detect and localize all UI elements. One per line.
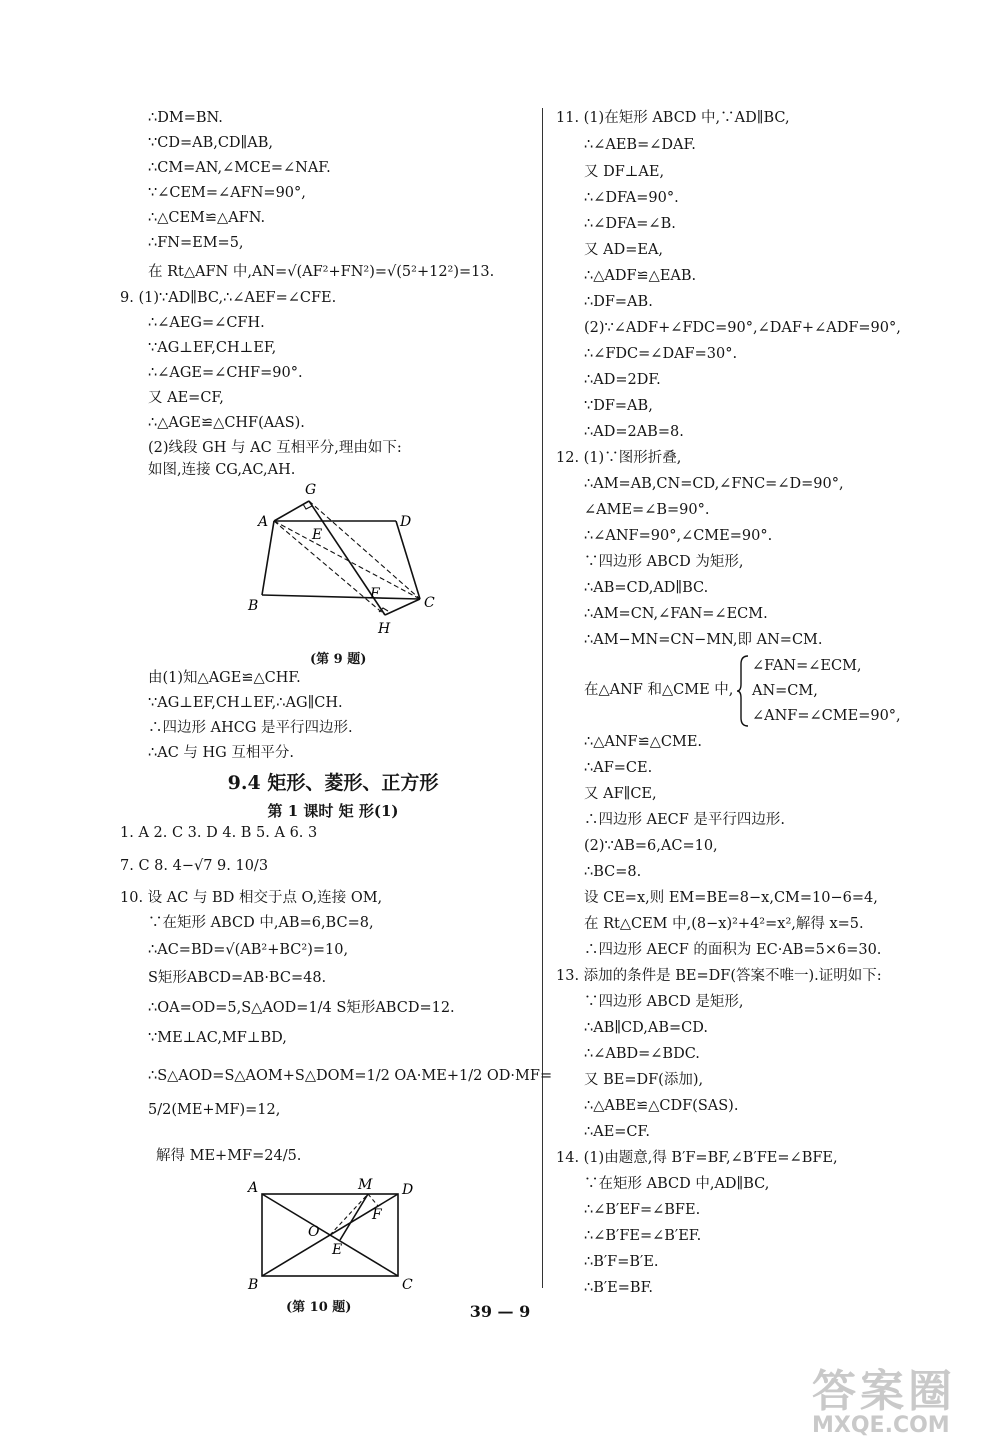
text-line: ∴四边形 AHCG 是平行四边形. [148,720,353,736]
fig9-label: D [400,514,412,530]
text-line: 又 BE=DF(添加), [584,1072,704,1088]
fig10-label: F [372,1207,382,1223]
watermark-logo [812,1355,956,1438]
text-line: ∴∠DFA=∠B. [584,216,676,232]
text-line: ∴AC 与 HG 互相平分. [148,745,294,761]
text-line: ∠AME=∠B=90°. [584,502,710,518]
fig9-label: E [312,527,323,543]
text-line: ∴∠B′FE=∠B′EF. [584,1228,702,1244]
text-line: ∴△AGE≌△CHF(AAS). [148,415,305,431]
text-line: ∵四边形 ABCD 是矩形, [584,994,744,1010]
text-line: 又 AD=EA, [584,242,664,258]
text-line: ∴∠DFA=90°. [584,190,679,206]
text-line: ∴FN=EM=5, [148,235,244,251]
fig9-edge-ag [274,501,309,521]
fig9-edge-hc [385,599,420,615]
text-line: ∴四边形 AECF 是平行四边形. [584,812,786,828]
watermark-url: MXQE.COM [812,1413,950,1438]
question-10: 10. 设 AC 与 BD 相交于点 O,连接 OM, [120,890,383,906]
text-line: ∴AD=2DF. [584,372,661,388]
brace-icon [736,654,750,728]
figure-9-caption: (第 9 题) [310,652,367,667]
column-divider [542,108,543,1288]
text-line: 又 AF∥CE, [584,786,657,802]
fig10-label: O [308,1224,320,1240]
answer-line: 1. A 2. C 3. D 4. B 5. A 6. 3 [120,825,318,841]
lesson-title: 第 1 课时 矩 形(1) [267,802,399,820]
text-line: ∴△ABE≌△CDF(SAS). [584,1098,739,1114]
text-line: ∵∠CEM=∠AFN=90°, [148,185,306,201]
text-line: ∴∠AEG=∠CFH. [148,315,265,331]
watermark-text: 答案圈 [812,1366,956,1417]
fig9-label: F [370,586,380,602]
fig9-edge-bc [262,595,420,599]
text-line: ∴OA=OD=5,S△AOD=1/4 S矩形ABCD=12. [148,1000,455,1016]
text-line: ∴B′F=B′E. [584,1254,659,1270]
fig10-label: A [248,1180,259,1196]
question-14: 14. (1)由题意,得 B′F=BF,∠B′FE=∠BFE, [556,1150,838,1166]
text-line: ∵CD=AB,CD∥AB, [148,135,273,151]
text-line: 5/2(ME+MF)=12, [148,1102,281,1118]
fig9-label: G [305,482,317,498]
text-line: ∴BC=8. [584,864,642,880]
text-line: (2)线段 GH 与 AC 互相平分,理由如下: [148,440,402,456]
text-line: ∴∠ANF=90°,∠CME=90°. [584,528,773,544]
figure-10 [240,1176,426,1296]
fig9-edge-ab [262,521,274,595]
text-line: ∴△CEM≌△AFN. [148,210,266,226]
text-line: ∴AM−MN=CN−MN,即 AN=CM. [584,632,823,648]
fig10-label: M [358,1177,373,1193]
text-line: 又 DF⊥AE, [584,164,665,180]
fig9-label: C [424,595,435,611]
text-line: 由(1)知△AGE≌△CHF. [148,670,301,686]
text-line: ∵AG⊥EF,CH⊥EF,∴AG∥CH. [148,695,343,711]
text-line: 又 AE=CF, [148,390,224,406]
fig9-label: B [248,598,259,614]
text-line: ∴△ADF≌△EAB. [584,268,697,284]
text-line: ∴DF=AB. [584,294,653,310]
text-line: ∴AD=2AB=8. [584,424,684,440]
text-line: ∴AM=CN,∠FAN=∠ECM. [584,606,768,622]
text-line: ∴AC=BD=√(AB²+BC²)=10, [148,942,349,958]
fig10-dash-mf [368,1194,378,1206]
text-line: ∵在矩形 ABCD 中,AB=6,BC=8, [148,915,374,931]
text-line: ∵AG⊥EF,CH⊥EF, [148,340,277,356]
fig10-dash-om [330,1194,368,1235]
figure-9 [246,480,446,640]
fig9-label: A [258,514,269,530]
text-line: ∴四边形 AECF 的面积为 EC·AB=5×6=30. [584,942,882,958]
brace-item: ∠ANF=∠CME=90°, [752,708,901,724]
question-12: 12. (1)∵图形折叠, [556,450,682,466]
text-line: ∴AB=CD,AD∥BC. [584,580,709,596]
figure-10-caption: (第 10 题) [286,1300,352,1315]
text-line: ∴B′E=BF. [584,1280,653,1296]
text-line: ∴∠AEB=∠DAF. [584,137,696,153]
page-number: 39 — 9 [469,1302,531,1321]
text-line: S矩形ABCD=AB·BC=48. [148,970,327,986]
text-line: ∴AM=AB,CN=CD,∠FNC=∠D=90°, [584,476,844,492]
text-line: ∴△ANF≌△CME. [584,734,703,750]
text-line: ∴∠AGE=∠CHF=90°. [148,365,303,381]
text-line: 在 Rt△AFN 中,AN=√(AF²+FN²)=√(5²+12²)=13. [148,264,495,280]
fig9-edge-dc [396,521,420,599]
fig10-label: D [402,1182,414,1198]
text-line: ∴CM=AN,∠MCE=∠NAF. [148,160,331,176]
text-line: 在 Rt△CEM 中,(8−x)²+4²=x²,解得 x=5. [584,916,864,932]
question-11: 11. (1)在矩形 ABCD 中,∵AD∥BC, [556,110,790,126]
brace-item: AN=CM, [752,683,818,699]
text-line: ∵四边形 ABCD 为矩形, [584,554,744,570]
text-line: ∴∠B′EF=∠BFE. [584,1202,701,1218]
fig10-label: B [248,1277,259,1293]
text-line: 如图,连接 CG,AC,AH. [148,462,296,478]
brace-prefix: 在△ANF 和△CME 中, [584,682,734,698]
text-line: ∵DF=AB, [584,398,653,414]
fig9-dash-ac [274,521,420,599]
text-line: ∴DM=BN. [148,110,223,126]
text-line: ∵在矩形 ABCD 中,AD∥BC, [584,1176,770,1192]
question-9: 9. (1)∵AD∥BC,∴∠AEF=∠CFE. [120,290,337,306]
answer-line: 7. C 8. 4−√7 9. 10/3 [120,858,269,874]
fig10-label: E [332,1242,343,1258]
fig9-dash-ah [274,521,385,615]
text-line: (2)∵AB=6,AC=10, [584,838,718,854]
text-line: 设 CE=x,则 EM=BE=8−x,CM=10−6=4, [584,890,878,906]
text-line: ∴AB∥CD,AB=CD. [584,1020,708,1036]
section-title: 9.4 矩形、菱形、正方形 [227,772,439,794]
fig9-label: H [378,621,391,637]
fig10-line-me [340,1194,368,1240]
text-line: ∴∠ABD=∠BDC. [584,1046,700,1062]
text-line: 解得 ME+MF=24/5. [156,1148,302,1164]
text-line: ∴AF=CE. [584,760,653,776]
brace-item: ∠FAN=∠ECM, [752,658,862,674]
question-13: 13. 添加的条件是 BE=DF(答案不唯一).证明如下: [556,968,882,984]
text-line: ∵ME⊥AC,MF⊥BD, [148,1030,287,1046]
text-line: ∴AE=CF. [584,1124,650,1140]
fig10-label: C [402,1277,413,1293]
text-line: (2)∵∠ADF+∠FDC=90°,∠DAF+∠ADF=90°, [584,320,901,336]
text-line: ∴∠FDC=∠DAF=30°. [584,346,738,362]
text-line: ∴S△AOD=S△AOM+S△DOM=1/2 OA·ME+1/2 OD·MF= [148,1068,553,1084]
